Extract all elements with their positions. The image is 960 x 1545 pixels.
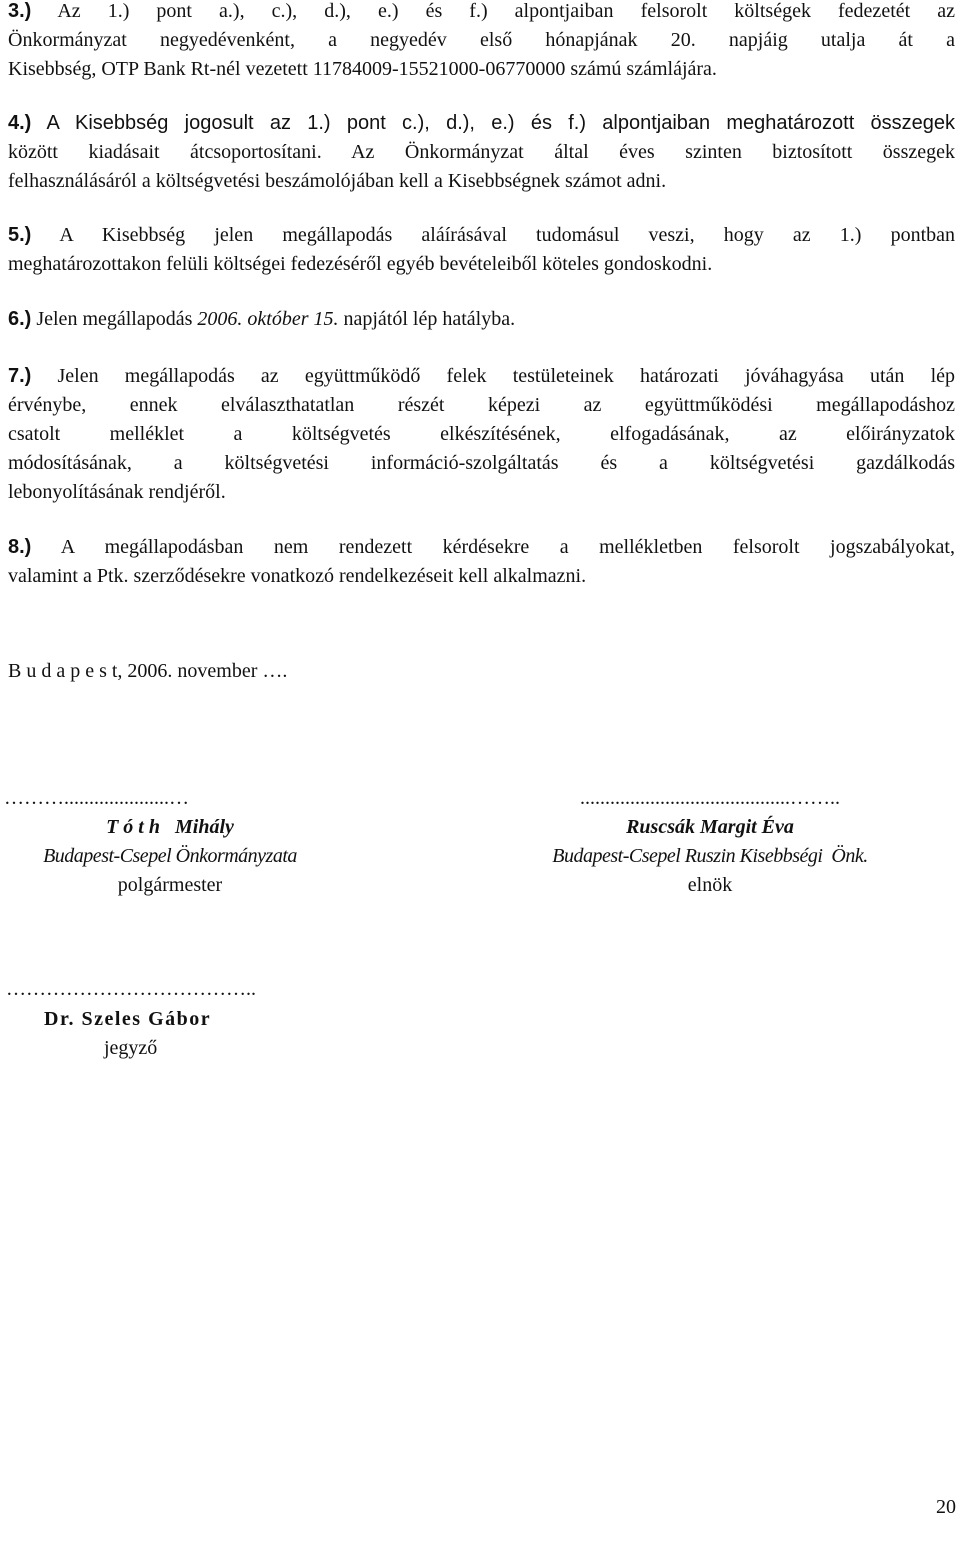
signature-bottom	[0, 975, 300, 1063]
signature-left-name: T ó t h Mihály	[106, 816, 234, 838]
paragraph-3	[8, 0, 955, 84]
signature-left-role: polgármester	[117, 874, 223, 896]
paragraph-4	[8, 109, 955, 196]
paragraph-6-line-1: 6.) Jelen megállapodás 2006. október 15. napjától lép hatályba.	[8, 308, 516, 330]
paragraph-4-number: 4.)	[8, 112, 32, 134]
paragraph-5-line-2: meghatározottakon felüli költségei fedezéséről egyéb bevételeiből köteles gondoskodni.	[8, 253, 713, 275]
paragraph-3-line-2: Önkormányzat negyedévenként, a negyedév első hónapjának 20. napjáig utalja át a	[8, 29, 955, 51]
paragraph-5	[8, 221, 955, 279]
paragraph-7-line-5: lebonyolításának rendjéről.	[8, 481, 226, 503]
effective-date: 2006. október 15.	[197, 308, 339, 330]
signature-right-name: Ruscsák Margit Éva	[626, 816, 794, 838]
place-date: B u d a p e s t, 2006. november ….	[8, 660, 288, 682]
signature-left-dots: ……….....................…	[4, 787, 189, 809]
paragraph-7-line-4: módosításának, a költségvetési információ-szolgáltatás és a költségvetési gazdálkodás	[8, 452, 955, 474]
paragraph-4-line-2: között kiadásait átcsoportosítani. Az Önkormányzat által éves szinten biztosított összegek	[8, 141, 955, 163]
signature-right	[500, 784, 920, 900]
paragraph-3-number: 3.)	[8, 0, 32, 22]
paragraph-5-number: 5.)	[8, 224, 32, 246]
page-number: 20	[936, 1496, 956, 1518]
paragraph-7-number: 7.)	[8, 365, 32, 387]
signature-right-dots: ..........................................……..	[580, 787, 840, 809]
paragraph-3-line-3: Kisebbség, OTP Bank Rt-nél vezetett 11784009-15521000-06770000 számú számlájára.	[8, 58, 717, 80]
paragraph-4-line-1: 4.) A Kisebbség jogosult az 1.) pont c.), d.), e.) és f.) alpontjaiban meghatározott összegek	[8, 112, 956, 134]
paragraph-7	[8, 362, 955, 507]
paragraph-3-line-1: 3.) Az 1.) pont a.), c.), d.), e.) és f.) alpontjaiban felsorolt költségek fedezetét az	[8, 0, 955, 22]
paragraph-7-line-3: csatolt melléklet a költségvetés elkészítésének, elfogadásának, az előirányzatok	[8, 423, 955, 445]
paragraph-8-number: 8.)	[8, 536, 32, 558]
signature-right-org: Budapest-Csepel Ruszin Kisebbségi Önk.	[552, 845, 868, 867]
paragraph-8-line-2: valamint a Ptk. szerződésekre vonatkozó rendelkezéseit kell alkalmazni.	[8, 565, 587, 587]
paragraph-6	[8, 305, 955, 334]
signature-bottom-role: jegyző	[104, 1037, 158, 1059]
signature-bottom-dots: ………………………………..	[6, 978, 256, 1000]
signature-left-org: Budapest-Csepel Önkormányzata	[43, 845, 297, 867]
paragraph-7-line-2: érvénybe, ennek elválaszthatatlan részét képezi az együttműködési megállapodáshoz	[8, 394, 955, 416]
paragraph-4-line-3: felhasználásáról a költségvetési beszámolójában kell a Kisebbségnek számot adni.	[8, 170, 667, 192]
paragraph-6-number: 6.)	[8, 308, 32, 330]
signature-left	[0, 784, 340, 900]
paragraph-5-line-1: 5.) A Kisebbség jelen megállapodás aláírásával tudomásul veszi, hogy az 1.) pontban	[8, 224, 955, 246]
paragraph-8	[8, 533, 955, 591]
signature-bottom-name: Dr. Szeles Gábor	[44, 1008, 212, 1030]
paragraph-7-line-1: 7.) Jelen megállapodás az együttműködő felek testületeinek határozati jóváhagyása után lép	[8, 365, 956, 387]
signature-right-role: elnök	[687, 874, 733, 896]
paragraph-8-line-1: 8.) A megállapodásban nem rendezett kérdésekre a mellékletben felsorolt jogszabályokat,	[8, 536, 955, 558]
